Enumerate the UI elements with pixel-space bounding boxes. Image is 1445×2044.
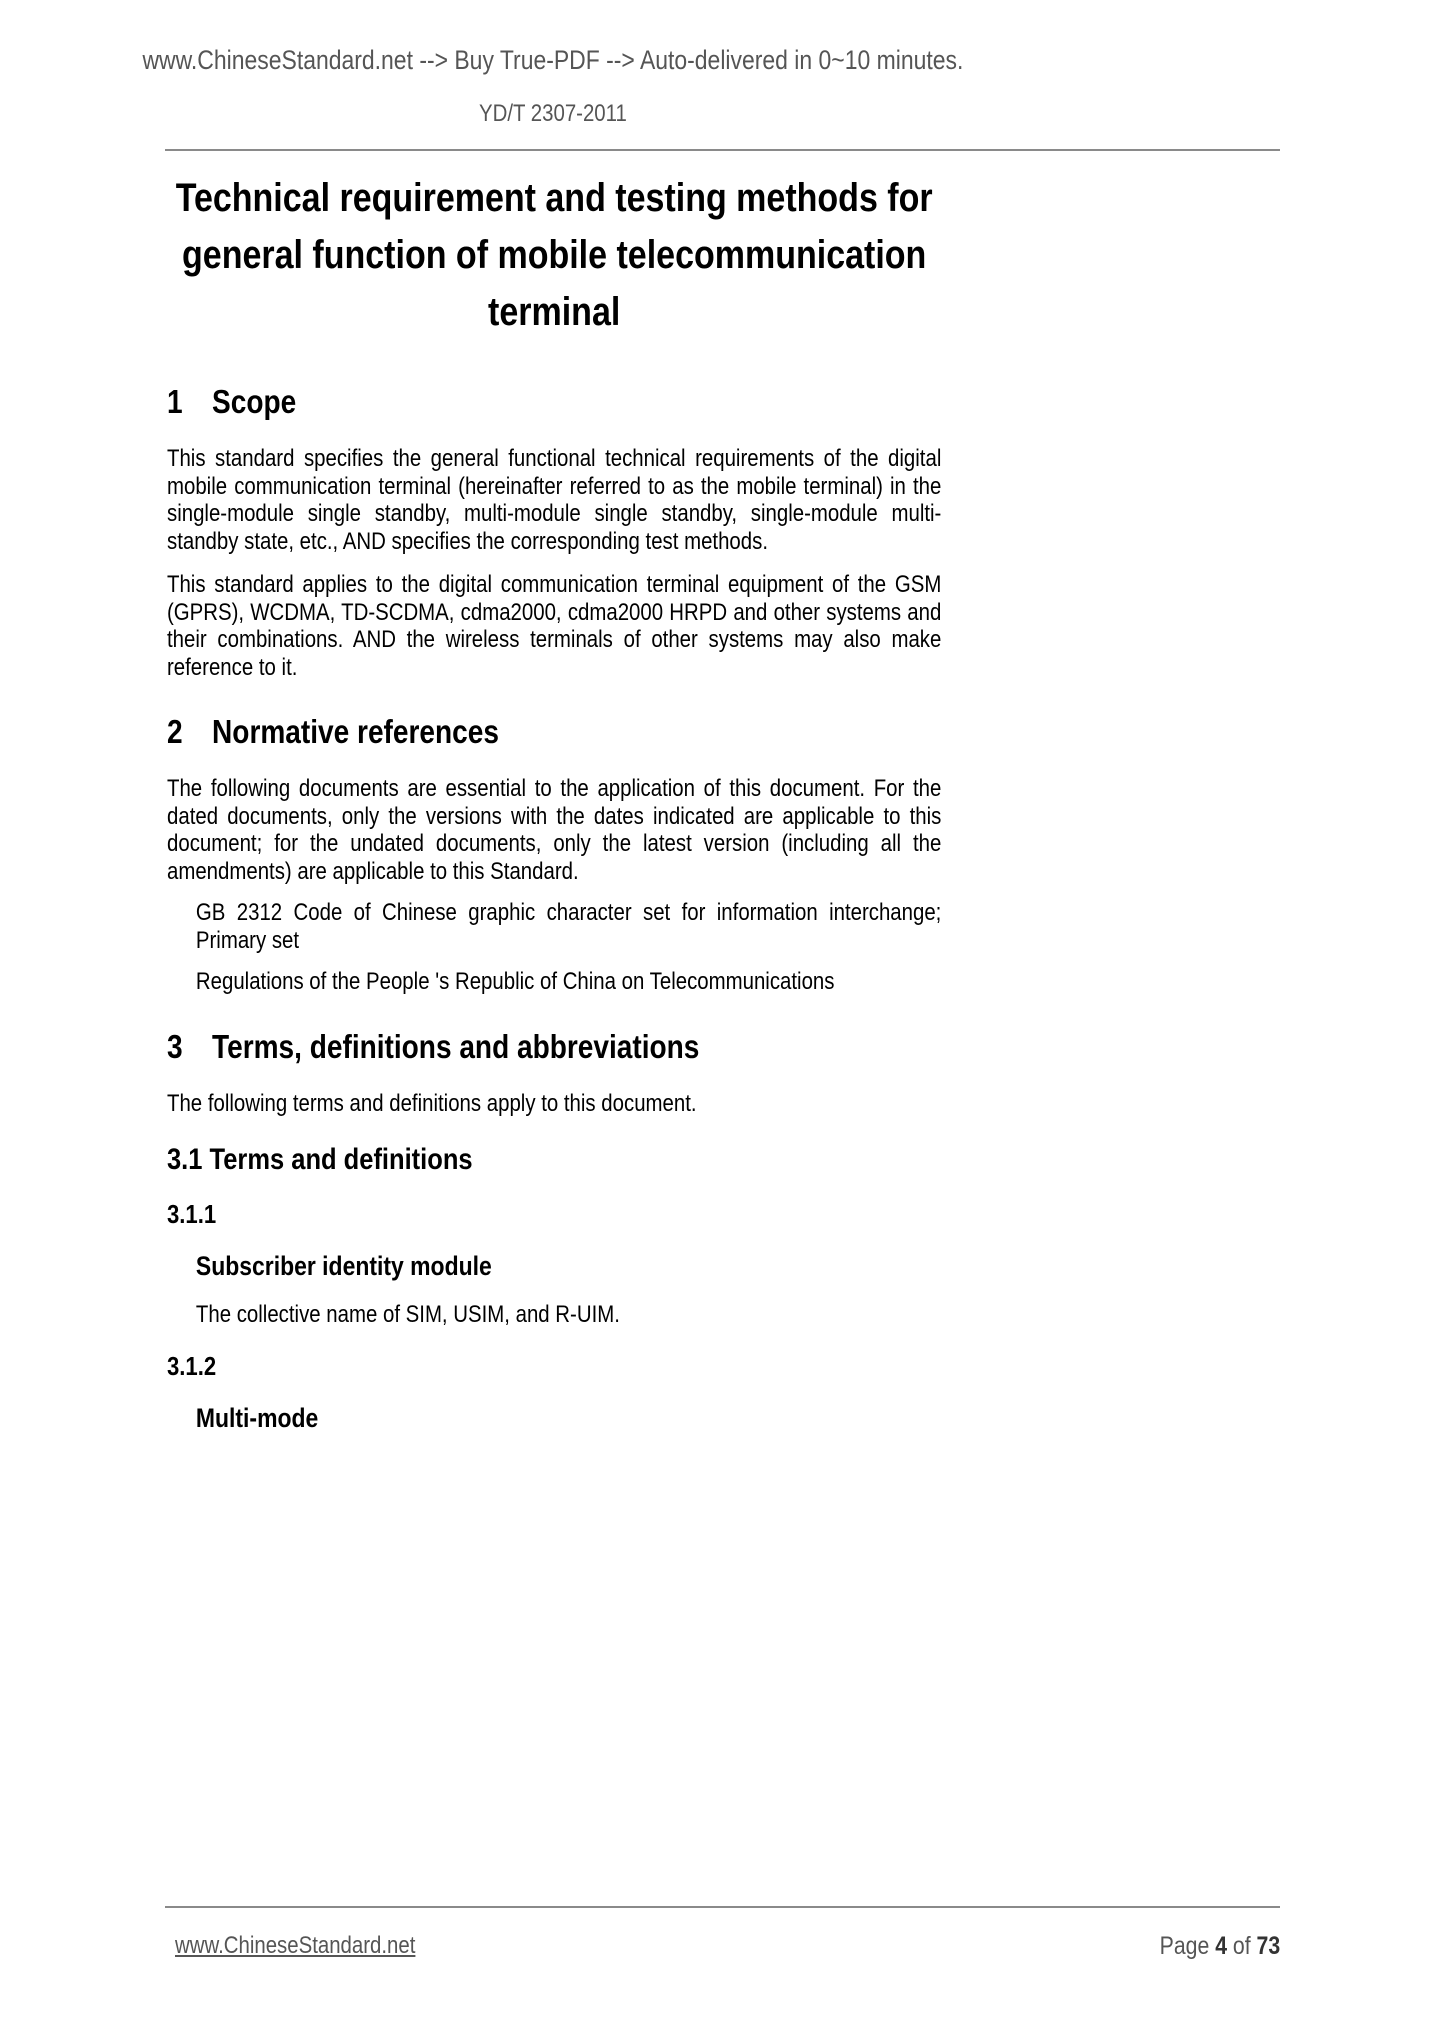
terms-intro: The following terms and definitions apply to this document. xyxy=(167,1089,697,1117)
header-tagline: www.ChineseStandard.net --> Buy True-PDF --> Auto-delivered in 0~10 minutes. xyxy=(142,45,964,75)
section-terms-title: Terms, definitions and abbreviations xyxy=(212,1027,700,1065)
footer-page-label: Page xyxy=(1159,1932,1210,1960)
footer-rule xyxy=(165,1906,1280,1908)
section-terms-number: 3 xyxy=(167,1027,183,1065)
document-title xyxy=(167,170,941,341)
section-terms-heading xyxy=(167,1028,941,1066)
section-normative-number: 2 xyxy=(167,713,183,750)
term-1-number: 3.1.1 xyxy=(167,1199,217,1229)
section-normative-title: Normative references xyxy=(212,713,499,750)
terms-subsection-heading: 3.1 Terms and definitions xyxy=(167,1143,473,1176)
term-2-name: Multi-mode xyxy=(195,1402,319,1433)
document-title-line-3: terminal xyxy=(488,290,621,334)
term-1-name: Subscriber identity module xyxy=(195,1251,492,1281)
normative-paragraph-1: The following documents are essential to the application of this document. For the dated documents, only the versions with the dates indicated are applicable to this document; for the undated documents, only the latest version (including all the amendments) are applicable to this Standard. xyxy=(167,775,942,885)
normative-reference-2: Regulations of the People 's Republic of China on Telecommunications xyxy=(195,968,835,995)
term-1-definition: The collective name of SIM, USIM, and R-UIM. xyxy=(195,1301,620,1328)
document-title-line-1: Technical requirement and testing methods for xyxy=(175,176,933,220)
document-title-line-2: general function of mobile telecommunication xyxy=(182,233,927,277)
section-scope-number: 1 xyxy=(167,383,183,420)
section-normative-heading xyxy=(167,713,941,751)
document-body xyxy=(167,170,941,1433)
header-rule xyxy=(165,149,1280,151)
footer-page-total: 73 xyxy=(1256,1932,1281,1960)
term-2-number: 3.1.2 xyxy=(167,1350,217,1381)
standard-code: YD/T 2307-2011 xyxy=(479,100,627,127)
section-scope-title: Scope xyxy=(212,383,297,420)
footer-site-link[interactable]: www.ChineseStandard.net xyxy=(175,1932,416,1959)
footer-page-indicator xyxy=(165,1932,1280,1960)
page-header xyxy=(0,44,1106,130)
section-scope-heading xyxy=(167,383,941,421)
scope-paragraph-2: This standard applies to the digital communication terminal equipment of the GSM (GPRS), WCDMA, TD-SCDMA, cdma2000, cdma2000 HRPD and other systems and their combinations. AND the wireless terminals of other systems may also make reference to it. xyxy=(167,571,942,681)
footer-page-of: of xyxy=(1232,1932,1251,1960)
normative-reference-1: GB 2312 Code of Chinese graphic character set for information interchange; Primary set xyxy=(195,899,942,954)
scope-paragraph-1: This standard specifies the general functional technical requirements of the digital mobile communication terminal (hereinafter referred to as the mobile terminal) in the single-module single standby, multi-module single standby, single-module multi-standby state, etc., AND specifies the corresponding test methods. xyxy=(167,445,942,555)
footer-page-current: 4 xyxy=(1215,1932,1228,1960)
